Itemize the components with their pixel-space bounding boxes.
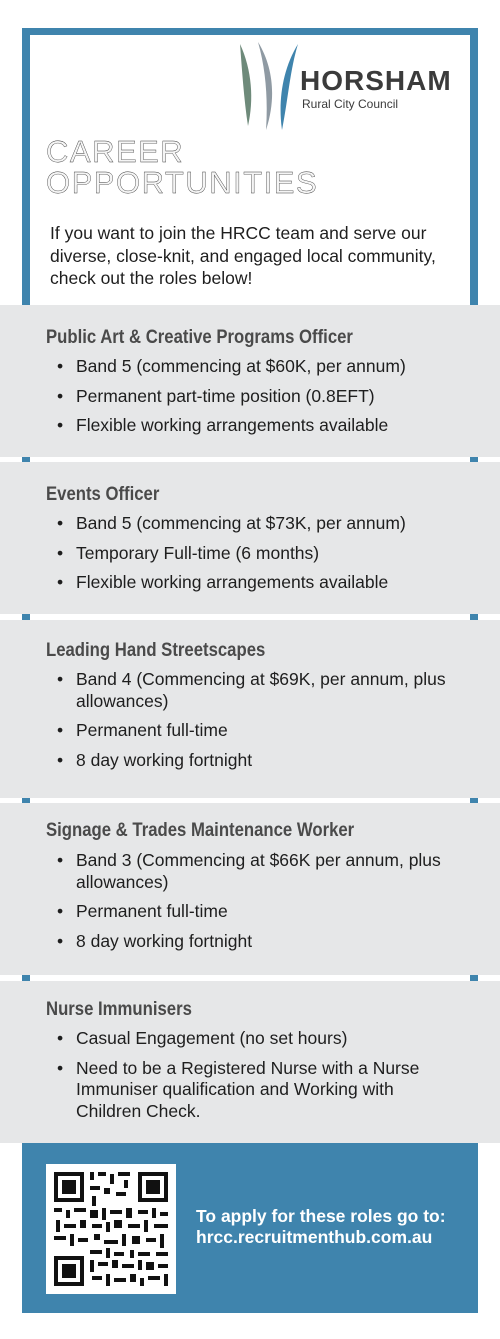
- role-bullets: [57, 356, 457, 445]
- role-bullet: • Band 5 (commencing at $73K, per annum): [57, 513, 457, 535]
- role-bullet: • 8 day working fortnight: [57, 931, 457, 953]
- brand-name: HORSHAM: [300, 65, 452, 96]
- apply-link[interactable]: hrcc.recruitmenthub.com.au: [196, 1227, 433, 1247]
- role-bullet: • Need to be a Registered Nurse with a Nurse Immuniser qualification and Working with Children Check.: [57, 1058, 457, 1123]
- role-title: Leading Hand Streetscapes: [46, 640, 266, 661]
- page-title: [46, 136, 318, 198]
- role-title: Signage & Trades Maintenance Worker: [46, 820, 355, 841]
- role-title: Events Officer: [46, 484, 160, 505]
- role-bullets: [57, 669, 457, 779]
- role-bullet: • Band 3 (Commencing at $66K per annum, plus allowances): [57, 850, 457, 893]
- title-line-1: CAREER: [46, 134, 185, 169]
- role-bullet: • Band 5 (commencing at $60K, per annum): [57, 356, 457, 378]
- role-title: Public Art & Creative Programs Officer: [46, 327, 353, 348]
- brand-subtitle: Rural City Council: [302, 97, 399, 111]
- role-bullet: • Flexible working arrangements available: [57, 572, 457, 594]
- role-bullet: • Permanent full-time: [57, 901, 457, 923]
- role-bullet: • Permanent full-time: [57, 720, 457, 742]
- intro-text: If you want to join the HRCC team and serve our diverse, close-knit, and engaged local community, check out the roles below!: [50, 223, 436, 288]
- role-bullet: • Flexible working arrangements available: [57, 415, 457, 437]
- role-bullet: • Casual Engagement (no set hours): [57, 1028, 457, 1050]
- qr-code-icon[interactable]: [46, 1164, 176, 1294]
- role-bullet: • Temporary Full-time (6 months): [57, 543, 457, 565]
- apply-text: To apply for these roles go to:: [196, 1206, 446, 1226]
- role-bullets: [57, 1028, 457, 1130]
- apply-instructions: [196, 1206, 466, 1248]
- title-line-2: OPPORTUNITIES: [46, 165, 319, 200]
- role-bullet: • 8 day working fortnight: [57, 750, 457, 772]
- role-bullet: • Band 4 (Commencing at $69K, per annum, plus allowances): [57, 669, 457, 712]
- role-bullet: • Permanent part-time position (0.8EFT): [57, 386, 457, 408]
- role-title: Nurse Immunisers: [46, 999, 192, 1020]
- role-bullets: [57, 513, 457, 602]
- role-bullets: [57, 850, 457, 960]
